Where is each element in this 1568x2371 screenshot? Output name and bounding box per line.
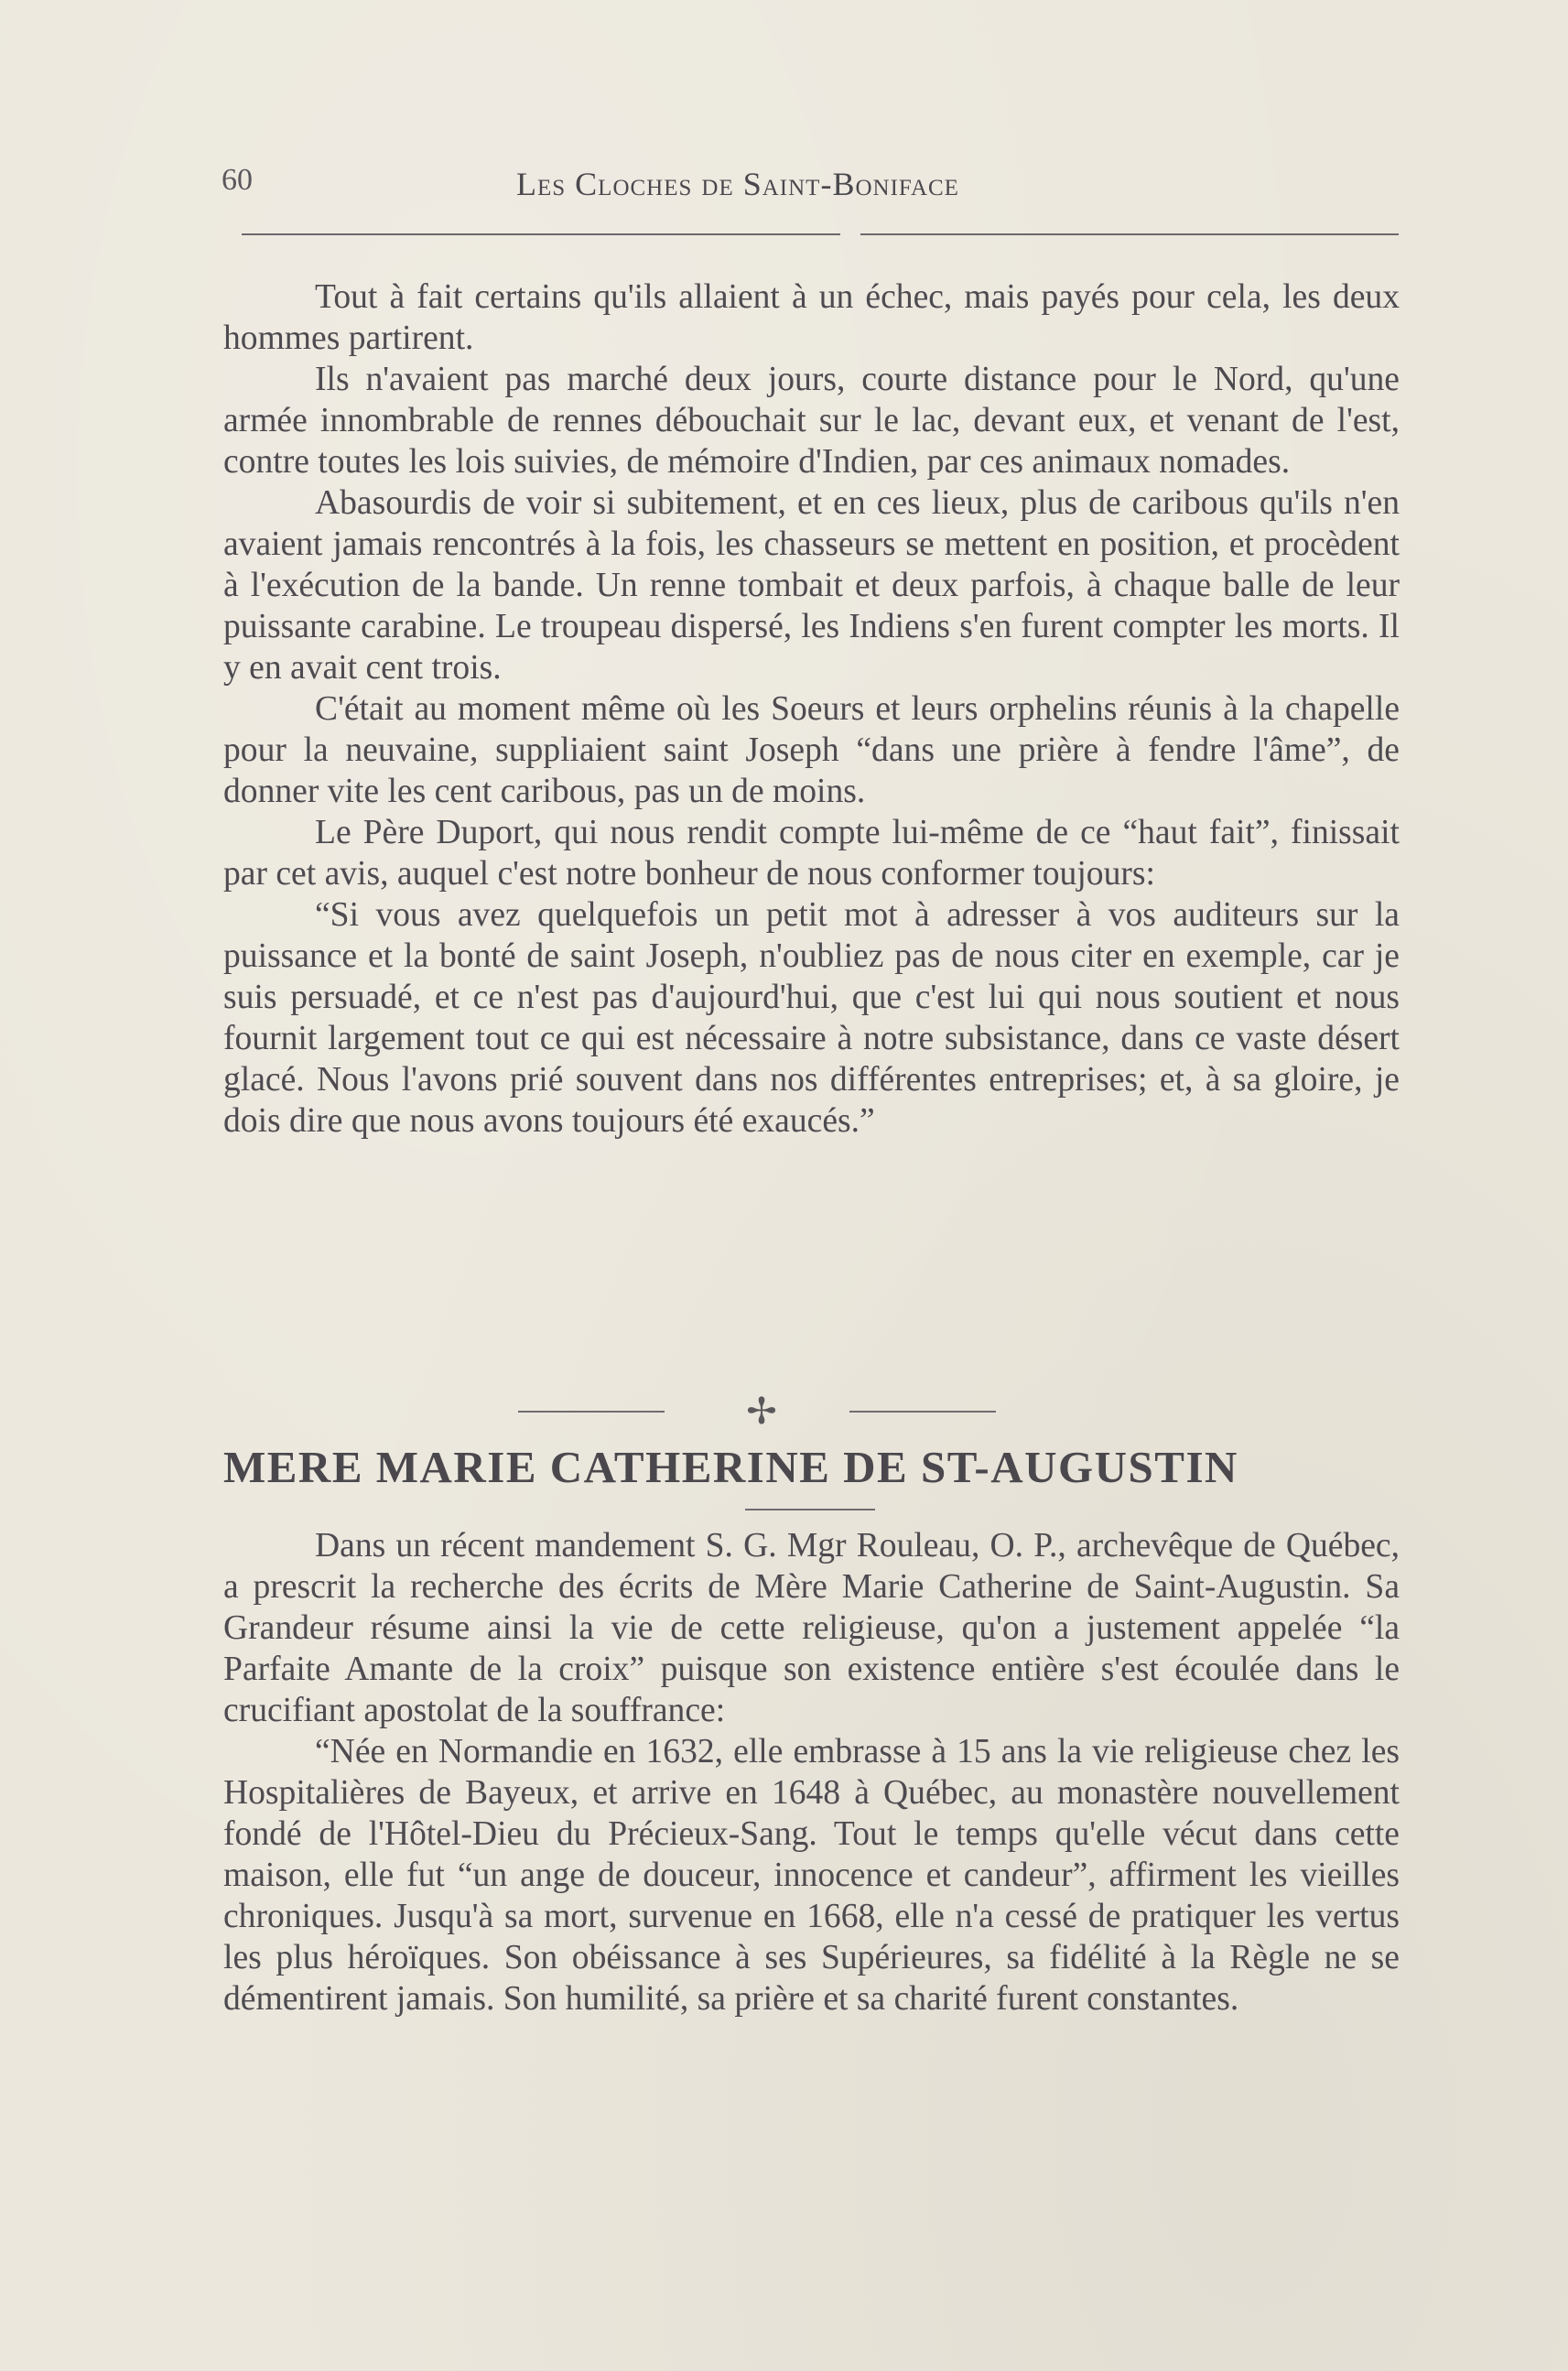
page-header: [222, 163, 1402, 218]
page-number: 60: [222, 163, 253, 197]
section-two-body: [223, 1525, 1400, 2019]
header-rule-left: [242, 233, 840, 235]
section-title: MERE MARIE CATHERINE DE ST-AUGUSTIN: [223, 1442, 1238, 1492]
title-underline: [745, 1509, 875, 1510]
paragraph: “Née en Normandie en 1632, elle embrasse à 15 ans la vie religieuse chez les Hospitalières de Bayeux, et arrive en 1648 à Québec, au monastère nouvellement fondé de l'Hôtel-Dieu du Précieux-Sang. Tout le temps qu'elle vécut dans cette maison, elle fut “un ange de douceur, innocence et candeur”, affirment les vieilles chroniques. Jusqu'à sa mort, survenue en 1668, elle n'a cessé de pratiquer les vertus les plus héroïques. Son obéissance à ses Supérieures, sa fidélité à la Règle ne se démentirent jamais. Son humilité, sa prière et sa charité furent constantes.: [223, 1733, 1400, 2018]
section-divider: [518, 1393, 1067, 1430]
paragraph: Ils n'avaient pas marché deux jours, courte distance pour le Nord, qu'une armée innombrable de rennes débouchait sur le lac, devant eux, et venant de l'est, contre toutes les lois suivies, de mémoire d'Indien, par ces animaux nomades.: [223, 361, 1400, 481]
paragraph: Abasourdis de voir si subitement, et en ces lieux, plus de caribous qu'ils n'en avaient jamais rencontrés à la fois, les chasseurs se mettent en position, et procèdent à l'exécution de la bande. Un renne tombait et deux parfois, à chaque balle de leur puissante carabine. Le troupeau dispersé, les Indiens s'en furent compter les morts. Il y en avait cent trois.: [223, 484, 1400, 687]
paragraph: C'était au moment même où les Soeurs et leurs orphelins réunis à la chapelle pour la neuvaine, suppliaient saint Joseph “dans une prière à fendre l'âme”, de donner vite les cent caribous, pas un de moins.: [223, 690, 1400, 810]
paragraph: Dans un récent mandement S. G. Mgr Rouleau, O. P., archevêque de Québec, a prescrit la recherche des écrits de Mère Marie Catherine de Saint-Augustin. Sa Grandeur résume ainsi la vie de cette religieuse, qu'on a justement appelée “la Parfaite Amante de la croix” puisque son existence entière s'est écoulée dans le crucifiant apostolat de la souffrance:: [223, 1527, 1400, 1729]
cross-icon: ✢: [746, 1391, 777, 1432]
paragraph: Le Père Duport, qui nous rendit compte lui-même de ce “haut fait”, finissait par cet avis, auquel c'est notre bonheur de nous conformer toujours:: [223, 814, 1400, 893]
divider-line-right: [849, 1411, 996, 1413]
header-rule-right: [860, 233, 1399, 235]
paragraph: “Si vous avez quelquefois un petit mot à adresser à vos auditeurs sur la puissance et la bonté de saint Joseph, n'oubliez pas de nous citer en exemple, car je suis persuadé, et ce n'est pas d'aujourd'hui, que c'est lui qui nous soutient et nous fournit largement tout ce qui est nécessaire à notre subsistance, dans ce vaste désert glacé. Nous l'avons prié souvent dans nos différentes entreprises; et, à sa gloire, je dois dire que nous avons toujours été exaucés.”: [223, 896, 1400, 1140]
paragraph: Tout à fait certains qu'ils allaient à un échec, mais payés pour cela, les deux hommes partirent.: [223, 278, 1400, 357]
section-one-body: [223, 276, 1400, 1142]
divider-line-left: [518, 1411, 665, 1413]
running-title: Les Cloches de Saint-Boniface: [516, 166, 959, 202]
